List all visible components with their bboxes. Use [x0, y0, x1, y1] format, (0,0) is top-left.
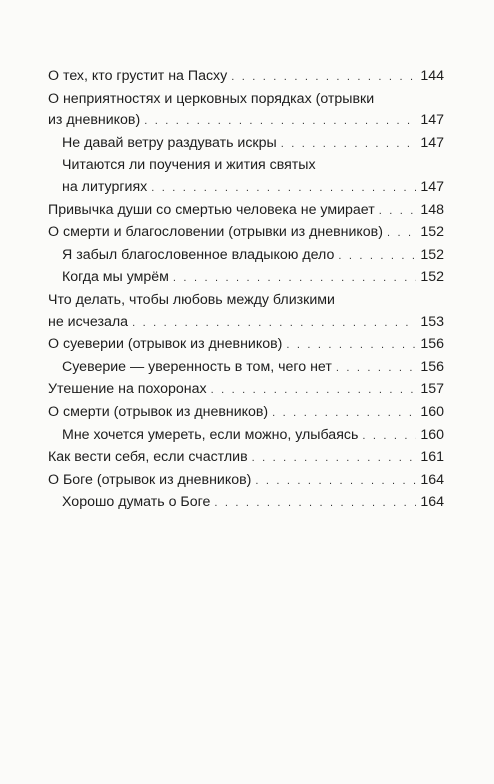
- dot-leader: [272, 403, 416, 425]
- dot-leader: [231, 67, 416, 89]
- toc-entry-page: 148: [420, 201, 444, 218]
- dot-leader: [211, 380, 417, 402]
- dot-leader: [144, 111, 416, 133]
- toc-entry-title: Как вести себя, если счастлив: [48, 449, 248, 466]
- toc-subentry: [48, 425, 444, 448]
- toc-entry-title: Что делать, чтобы любовь между близкими: [48, 291, 335, 308]
- toc-subentry: [48, 245, 444, 268]
- toc-entry-title: О тех, кто грустит на Пасху: [48, 68, 228, 84]
- toc-subentry: [48, 357, 444, 380]
- toc-entry-title: О смерти и благословении (отрывки из дневников): [48, 224, 383, 241]
- toc-entry-title: Утешение на похоронах: [48, 381, 207, 398]
- dot-leader: [379, 201, 417, 223]
- toc-entry-title-cont: на литургиях: [62, 178, 148, 195]
- dot-leader: [387, 223, 416, 245]
- toc-entry-page: 160: [420, 426, 444, 443]
- toc-entry-page: 160: [420, 403, 444, 420]
- dot-leader: [252, 448, 417, 470]
- toc-entry: [48, 222, 444, 245]
- toc-entry-title: Не давай ветру раздувать искры: [62, 134, 277, 151]
- toc-entry-title: О неприятностях и церковных порядках (отрывки: [48, 90, 375, 107]
- toc-entry-page: 156: [420, 358, 444, 375]
- toc-entry-title: Суеверие — уверенность в том, чего нет: [62, 358, 332, 375]
- toc-entry-title: Привычка души со смертью человека не умирает: [48, 201, 375, 218]
- dot-leader: [338, 246, 416, 268]
- toc-entry-title-cont: не исчезала: [48, 313, 129, 330]
- toc-entry: [48, 447, 444, 470]
- toc-entry: [48, 379, 444, 402]
- toc-entry-title: Я забыл благословенное владыкою дело: [62, 246, 335, 263]
- dot-leader: [132, 313, 416, 335]
- toc-subentry: [48, 267, 444, 290]
- toc-entry: [48, 402, 444, 425]
- toc-entry-page: 147: [420, 134, 444, 151]
- toc-entry-title: Мне хочется умереть, если можно, улыбаясь: [62, 426, 359, 443]
- table-of-contents: [48, 66, 444, 515]
- toc-entry: [48, 290, 444, 334]
- toc-entry: [48, 334, 444, 357]
- toc-entry: [48, 66, 444, 89]
- dot-leader: [281, 134, 417, 156]
- toc-entry-page: 152: [420, 269, 444, 286]
- toc-entry-title: О Боге (отрывок из дневников): [48, 471, 252, 488]
- toc-entry-page: 157: [420, 381, 444, 398]
- toc-entry-page: 147: [420, 178, 444, 195]
- toc-entry-page: 152: [420, 246, 444, 263]
- toc-entry-page: 164: [420, 494, 444, 511]
- toc-subentry: [48, 155, 444, 199]
- toc-entry: [48, 470, 444, 493]
- toc-entry: [48, 89, 444, 133]
- toc-entry-page: 153: [420, 313, 444, 330]
- toc-entry-title: О смерти (отрывок из дневников): [48, 403, 269, 420]
- dot-leader: [173, 268, 416, 290]
- toc-entry-title: Когда мы умрём: [62, 269, 169, 286]
- toc-subentry: [48, 492, 444, 515]
- toc-entry-page: 161: [420, 449, 444, 466]
- toc-entry-title-cont: из дневников): [48, 112, 141, 129]
- toc-entry-page: 147: [420, 112, 444, 129]
- toc-entry-page: 164: [420, 471, 444, 488]
- toc-entry-title: Хорошо думать о Боге: [62, 494, 211, 511]
- toc-entry-page: 144: [420, 68, 444, 84]
- dot-leader: [286, 335, 416, 357]
- dot-leader: [151, 178, 416, 200]
- toc-entry: [48, 200, 444, 223]
- toc-entry-title: О суеверии (отрывок из дневников): [48, 336, 283, 353]
- toc-entry-page: 156: [420, 336, 444, 353]
- toc-subentry: [48, 133, 444, 156]
- dot-leader: [362, 426, 416, 448]
- toc-entry-title: Читаются ли поучения и жития святых: [62, 157, 316, 174]
- dot-leader: [255, 471, 416, 493]
- dot-leader: [336, 358, 417, 380]
- toc-entry-page: 152: [420, 224, 444, 241]
- dot-leader: [214, 493, 416, 515]
